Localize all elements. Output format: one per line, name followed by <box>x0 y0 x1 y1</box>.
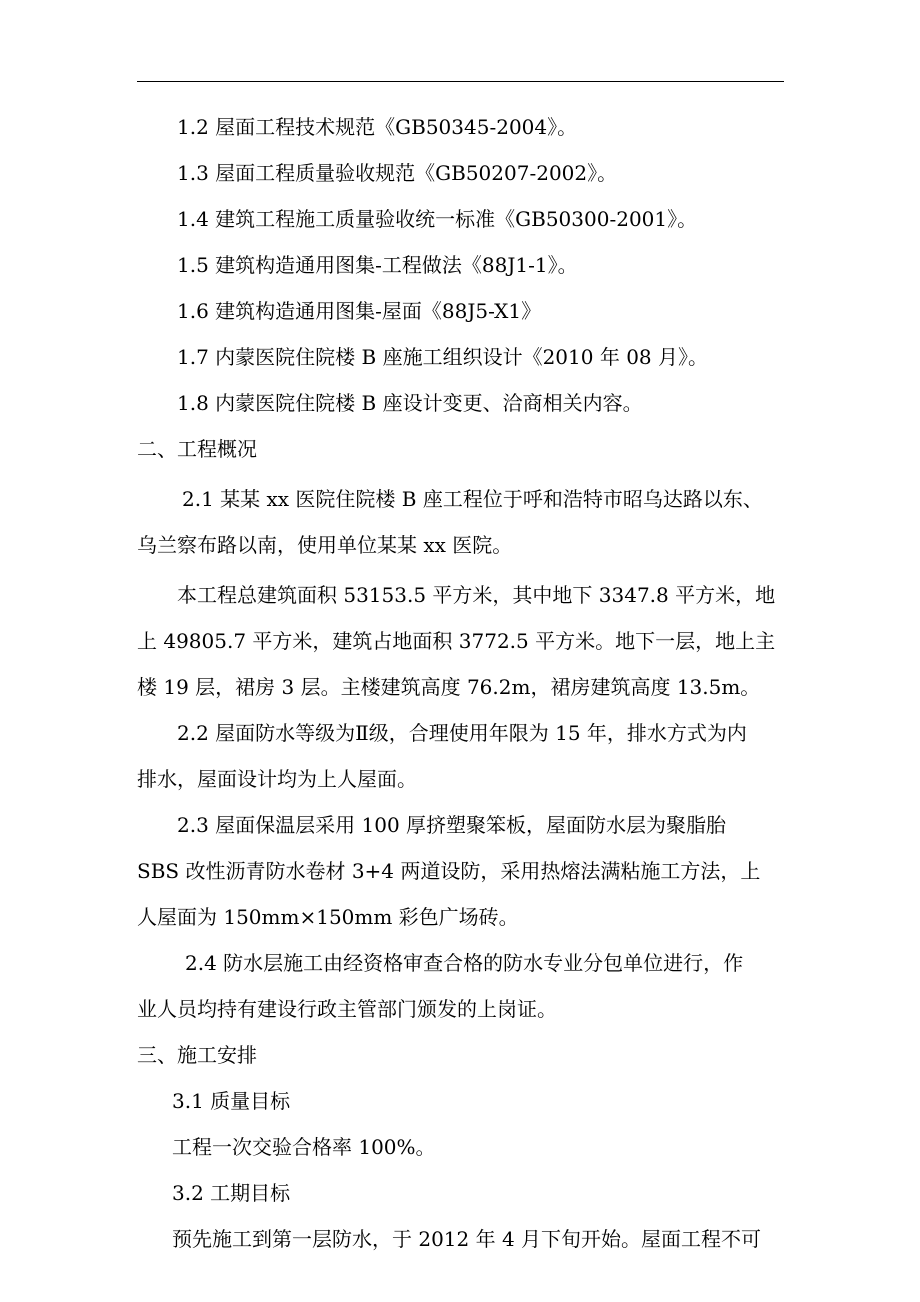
paragraph-line: 业人员均持有建设行政主管部门颁发的上岗证。 <box>137 997 557 1021</box>
subsection-heading: 3.1 质量目标 <box>172 1089 291 1113</box>
paragraph-line: 乌兰察布路以南，使用单位某某 xx 医院。 <box>137 533 513 557</box>
paragraph-line: 2.4 防水层施工由经资格审查合格的防水专业分包单位进行，作 <box>185 951 744 975</box>
paragraph-line: 2.1 某某 xx 医院住院楼 B 座工程位于呼和浩特市昭乌达路以东、 <box>182 487 763 511</box>
reference-item: 1.8 内蒙医院住院楼 B 座设计变更、洽商相关内容。 <box>177 391 643 415</box>
reference-item: 1.3 屋面工程质量验收规范《GB50207-2002》。 <box>177 161 618 185</box>
paragraph-line: SBS 改性沥青防水卷材 3+4 两道设防，采用热熔法满粘施工方法，上 <box>137 859 761 883</box>
paragraph-line: 2.3 屋面保温层采用 100 厚挤塑聚笨板，屋面防水层为聚脂胎 <box>177 813 727 837</box>
paragraph-line: 上 49805.7 平方米，建筑占地面积 3772.5 平方米。地下一层，地上主 <box>137 629 776 653</box>
header-rule <box>137 81 784 82</box>
paragraph-line: 预先施工到第一层防水，于 2012 年 4 月下旬开始。屋面工程不可 <box>172 1227 762 1251</box>
section-heading: 二、工程概况 <box>137 437 257 461</box>
document-body <box>137 104 787 1262</box>
paragraph-line: 工程一次交验合格率 100%。 <box>172 1135 436 1159</box>
section-heading: 三、施工安排 <box>137 1043 257 1067</box>
paragraph-line: 楼 19 层，裙房 3 层。主楼建筑高度 76.2m，裙房建筑高度 13.5m。 <box>137 675 761 699</box>
reference-item: 1.5 建筑构造通用图集-工程做法《88J1-1》。 <box>177 253 578 277</box>
reference-item: 1.2 屋面工程技术规范《GB50345-2004》。 <box>177 115 578 139</box>
paragraph-line: 排水，屋面设计均为上人屋面。 <box>137 767 417 791</box>
paragraph-line: 2.2 屋面防水等级为Ⅱ级，合理使用年限为 15 年，排水方式为内 <box>177 721 747 745</box>
reference-item: 1.4 建筑工程施工质量验收统一标准《GB50300-2001》。 <box>177 207 698 231</box>
subsection-heading: 3.2 工期目标 <box>172 1181 291 1205</box>
paragraph-line: 本工程总建筑面积 53153.5 平方米，其中地下 3347.8 平方米，地 <box>177 583 776 607</box>
reference-item: 1.7 内蒙医院住院楼 B 座施工组织设计《2010 年 08 月》。 <box>177 345 708 369</box>
reference-item: 1.6 建筑构造通用图集-屋面《88J5-X1》 <box>177 299 542 323</box>
paragraph-line: 人屋面为 150mm×150mm 彩色广场砖。 <box>137 905 519 929</box>
